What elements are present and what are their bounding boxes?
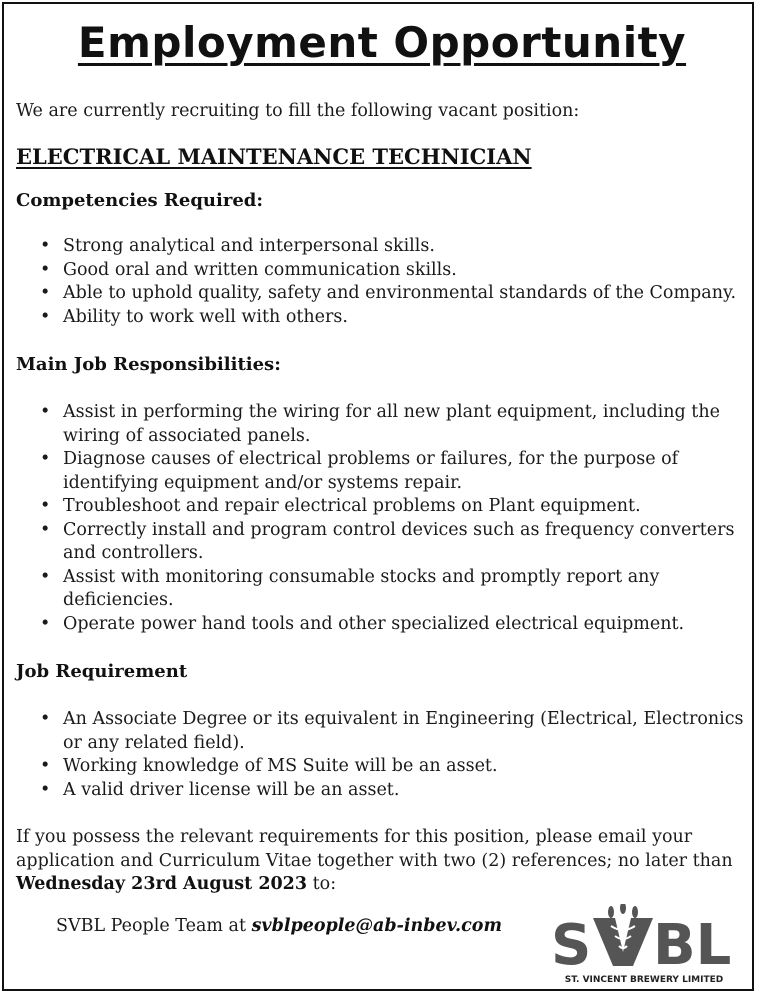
contact-prefix: SVBL People Team at	[56, 916, 246, 936]
page-title: Employment Opportunity	[77, 18, 687, 67]
list-item: • Assist in performing the wiring for all new plant equipment, including the wiring of associated panels.	[16, 401, 751, 448]
position-title: ELECTRICAL MAINTENANCE TECHNICIAN	[16, 144, 532, 169]
list-item: • Able to uphold quality, safety and environmental standards of the Company.	[16, 282, 751, 306]
wheat-v-icon	[593, 904, 653, 966]
list-item: • A valid driver license will be an asset.	[16, 779, 751, 803]
logo-letters-bl: BL	[653, 913, 732, 978]
list-item: • Working knowledge of MS Suite will be an asset.	[16, 755, 751, 779]
list-item: • An Associate Degree or its equivalent in Engineering (Electrical, Electronics or any related field).	[16, 708, 751, 755]
responsibilities-heading: Main Job Responsibilities:	[16, 354, 281, 375]
contact-line	[56, 916, 502, 936]
closing-text: If you possess the relevant requirements for this position, please email your application and Curriculum Vitae together with two (2) references; no later than	[16, 827, 733, 871]
list-item: • Good oral and written communication skills.	[16, 259, 751, 283]
list-item: • Troubleshoot and repair electrical problems on Plant equipment.	[16, 495, 751, 519]
list-item: • Ability to work well with others.	[16, 306, 751, 330]
responsibilities-list	[16, 401, 751, 636]
list-item: • Diagnose causes of electrical problems or failures, for the purpose of identifying equipment and/or systems repair.	[16, 448, 751, 495]
competencies-list	[16, 235, 751, 329]
requirements-heading: Job Requirement	[16, 661, 188, 682]
requirements-list	[16, 708, 751, 802]
list-item: • Assist with monitoring consumable stocks and promptly report any deficiencies.	[16, 566, 751, 613]
deadline-date: Wednesday 23rd August 2023	[16, 874, 308, 894]
contact-email-link[interactable]: svblpeople@ab-inbev.com	[251, 916, 502, 936]
svbl-logo	[549, 904, 739, 988]
list-item: • Operate power hand tools and other specialized electrical equipment.	[16, 613, 751, 637]
intro-text: We are currently recruiting to fill the following vacant position:	[16, 101, 580, 121]
logo-letter-s: S	[551, 913, 592, 978]
list-item: • Correctly install and program control devices such as frequency converters and controllers.	[16, 519, 751, 566]
competencies-heading: Competencies Required:	[16, 190, 264, 211]
advertisement-frame	[2, 2, 754, 991]
list-item: • Strong analytical and interpersonal skills.	[16, 235, 751, 259]
closing-paragraph	[16, 826, 751, 897]
closing-suffix: to:	[312, 874, 337, 894]
logo-caption: ST. VINCENT BREWERY LIMITED	[564, 975, 724, 985]
